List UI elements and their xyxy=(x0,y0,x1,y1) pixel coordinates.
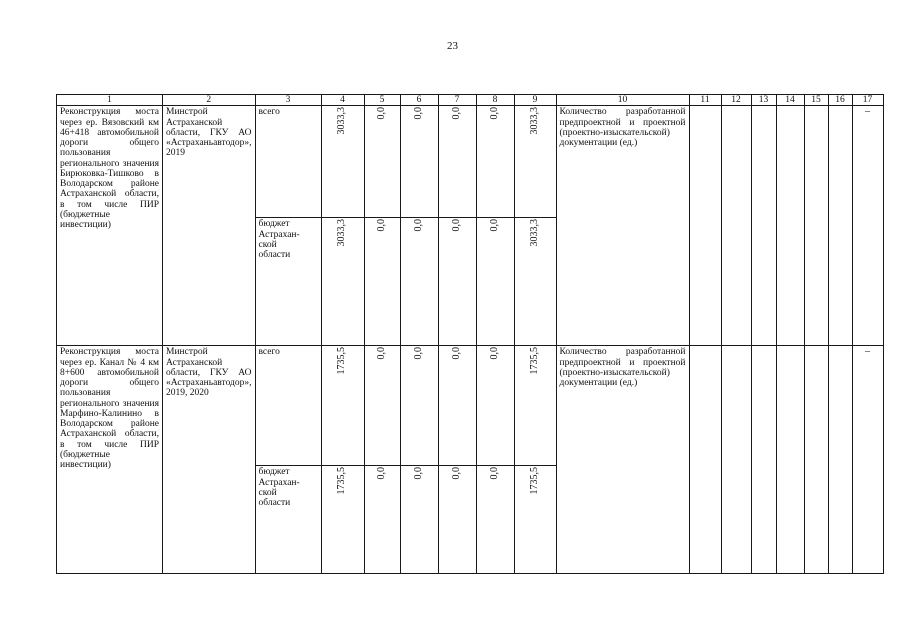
value-cell xyxy=(476,466,514,574)
value-text: 3033,3 xyxy=(528,219,540,247)
value-text: 1735,5 xyxy=(336,347,348,375)
value-text: 3033,3 xyxy=(528,107,540,135)
empty-cell xyxy=(751,106,776,346)
value-text: 1735,5 xyxy=(528,467,540,495)
funding-source: бюджет Астрахан- ской области xyxy=(255,218,321,346)
value-text: 0,0 xyxy=(450,219,462,232)
value-text: 0,0 xyxy=(375,467,387,480)
value-text: 0,0 xyxy=(412,347,424,360)
value-cell xyxy=(364,218,400,346)
value-cell xyxy=(514,466,556,574)
value-cell xyxy=(514,218,556,346)
value-cell xyxy=(364,346,400,466)
project-name: Реконструкция моста через ер. Вязовский км 46+418 автомобильной дороги общего пользования регионального значения Бирюковка-Тишково в Володарском районе Астраханской области, в том числе ПИР (бюджетные инвестиции) xyxy=(57,106,163,346)
col-header: 8 xyxy=(476,95,514,106)
col-header: 3 xyxy=(255,95,321,106)
value-text: 0,0 xyxy=(375,107,387,120)
col-header: 12 xyxy=(721,95,751,106)
value-cell xyxy=(476,218,514,346)
value-text: 0,0 xyxy=(488,467,500,480)
col-header: 11 xyxy=(689,95,721,106)
value-text: 0,0 xyxy=(375,219,387,232)
page-number: 23 xyxy=(447,40,458,52)
col-header: 13 xyxy=(751,95,776,106)
program-table xyxy=(56,94,884,574)
col17-dash: – xyxy=(852,346,883,574)
value-text: 0,0 xyxy=(375,347,387,360)
value-cell xyxy=(321,346,364,466)
col-header: 4 xyxy=(321,95,364,106)
value-text: 0,0 xyxy=(450,107,462,120)
value-cell xyxy=(400,466,438,574)
col-header: 17 xyxy=(852,95,883,106)
table-row xyxy=(57,346,884,466)
value-cell xyxy=(438,346,476,466)
empty-cell xyxy=(776,346,804,574)
col-header: 10 xyxy=(556,95,689,106)
value-text: 0,0 xyxy=(488,219,500,232)
value-text: 0,0 xyxy=(412,107,424,120)
value-text: 0,0 xyxy=(450,347,462,360)
value-cell xyxy=(400,346,438,466)
value-cell xyxy=(400,106,438,218)
value-text: 0,0 xyxy=(450,467,462,480)
col-header: 6 xyxy=(400,95,438,106)
header-row xyxy=(57,95,884,106)
col-header: 9 xyxy=(514,95,556,106)
empty-cell xyxy=(804,106,828,346)
value-cell xyxy=(438,466,476,574)
project-organization: Минстрой Астраханской области, ГКУ АО «Астраханьавтодор», 2019, 2020 xyxy=(163,346,256,574)
funding-source: бюджет Астрахан- ской области xyxy=(255,466,321,574)
value-text: 0,0 xyxy=(412,219,424,232)
value-text: 1735,5 xyxy=(336,467,348,495)
value-cell xyxy=(364,106,400,218)
col-header: 1 xyxy=(57,95,163,106)
empty-cell xyxy=(721,346,751,574)
empty-cell xyxy=(804,346,828,574)
value-cell xyxy=(476,106,514,218)
empty-cell xyxy=(689,346,721,574)
value-cell xyxy=(400,218,438,346)
result-indicator: Количество разработанной предпроектной и проектной (проектно-изыскательской) документации (ед.) xyxy=(556,346,689,574)
empty-cell xyxy=(689,106,721,346)
value-cell xyxy=(321,218,364,346)
empty-cell xyxy=(751,346,776,574)
col-header: 7 xyxy=(438,95,476,106)
col-header: 16 xyxy=(828,95,852,106)
col-header: 2 xyxy=(163,95,256,106)
funding-source: всего xyxy=(255,346,321,466)
empty-cell xyxy=(828,106,852,346)
col17-dash: – xyxy=(852,106,883,346)
empty-cell xyxy=(721,106,751,346)
project-name: Реконструкция моста через ер. Канал № 4 км 8+600 автомобильной дороги общего пользования регионального значения Марфино-Калинино в Володарском районе Астраханской области, в том числе ПИР (бюджетные инвестиции) xyxy=(57,346,163,574)
value-text: 0,0 xyxy=(488,107,500,120)
value-text: 1735,5 xyxy=(528,347,540,375)
value-cell xyxy=(438,218,476,346)
col-header: 15 xyxy=(804,95,828,106)
empty-cell xyxy=(776,106,804,346)
value-text: 3033,3 xyxy=(336,219,348,247)
table-row xyxy=(57,106,884,218)
value-cell xyxy=(476,346,514,466)
value-text: 0,0 xyxy=(412,467,424,480)
value-cell xyxy=(321,106,364,218)
value-text: 0,0 xyxy=(488,347,500,360)
col-header: 14 xyxy=(776,95,804,106)
funding-source: всего xyxy=(255,106,321,218)
value-cell xyxy=(438,106,476,218)
empty-cell xyxy=(828,346,852,574)
value-cell xyxy=(514,346,556,466)
value-cell xyxy=(364,466,400,574)
value-cell xyxy=(321,466,364,574)
result-indicator: Количество разработанной предпроектной и проектной (проектно-изыскательской) документации (ед.) xyxy=(556,106,689,346)
col-header: 5 xyxy=(364,95,400,106)
value-cell xyxy=(514,106,556,218)
project-organization: Минстрой Астраханской области, ГКУ АО «Астраханьавтодор», 2019 xyxy=(163,106,256,346)
value-text: 3033,3 xyxy=(336,107,348,135)
